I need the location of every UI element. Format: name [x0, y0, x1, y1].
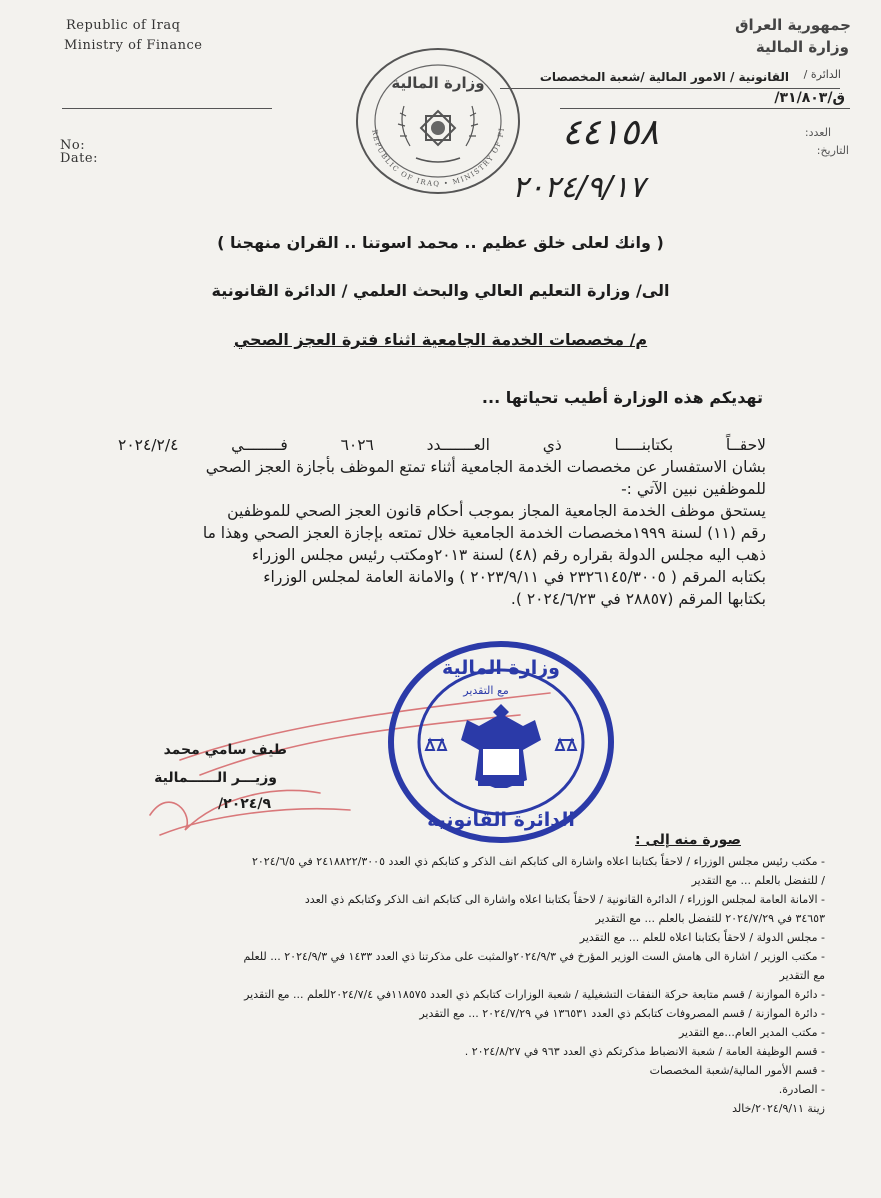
handwritten-date: ٢٠٢٤/٩/١٧ — [512, 170, 646, 205]
body-line: بشان الاستفسار عن مخصصات الخدمة الجامعية أثناء تمتع الموظف بأجازة العجز الصحي — [205, 458, 766, 476]
cc-item: مع التقدير — [779, 969, 825, 982]
letter-body — [118, 434, 766, 610]
dept-value: القانونية / الامور المالية /شعبة المخصصات — [539, 70, 789, 84]
cc-item: - مجلس الدولة / لاحقاً بكتابنا اعلاه للعلم ... مع التقدير — [579, 931, 825, 944]
cc-item: ٣٤٦٥٣ في ٢٠٢٤/٧/٢٩ للتفضل بالعلم ... مع التقدير — [595, 912, 825, 925]
cc-heading: صورة منه إلى : — [635, 832, 741, 848]
stamp-bottom-text: الدائرة القانونية — [427, 809, 575, 831]
stamp-top-text: وزارة المالية — [442, 657, 560, 679]
reference-code: ق/٣١/٨٠٣/ — [774, 90, 845, 106]
signature-date: ٢٠٢٤/٩/ — [218, 796, 271, 812]
body-line: للموظفين نبين الآتي :- — [621, 480, 766, 498]
handwritten-number: ٤٤١٥٨ — [562, 112, 659, 153]
cc-item: - دائرة الموازنة / قسم المصروفات كتابكم ذي العدد ١٣٦٥٣١ في ٢٠٢٤/٧/٢٩ ... مع التقدير — [419, 1007, 825, 1020]
cc-item: - مكتب رئيس مجلس الوزراء / لاحقاً بكتابنا اعلاه واشارة الى كتابكم انف الذكر و كتابكم ذي العدد ٢٤١٨٨٢٢/٣٠٠٥ في ٢٠٢٤/٦/٥ — [251, 855, 825, 868]
cc-item: - مكتب المدير العام...مع التقدير — [678, 1026, 825, 1039]
seal-title: وزارة المالية — [391, 74, 485, 92]
greeting-line: تهديكم هذه الوزارة أطيب تحياتها ... — [481, 388, 763, 407]
signatory-name: طيف سامي محمد — [163, 742, 287, 758]
header-ar-ministry: وزارة المالية — [755, 38, 849, 56]
body-line: رقم (١١) لسنة ١٩٩٩مخصصات الخدمة الجامعية خلال تمتعه بإجازة العجز الصحي وهذا ما — [202, 524, 766, 542]
cc-item: - الصادرة. — [778, 1083, 825, 1096]
ministry-emblem — [354, 46, 522, 196]
body-line: بكتابها المرقم (٢٨٨٥٧ في ٢٠٢٤/٦/٢٣ ). — [510, 590, 766, 608]
seal-ring-text: REPUBLIC OF IRAQ • MINISTRY OF FI — [370, 126, 506, 189]
signatory-title: وزيـــر الــــــمالية — [154, 770, 277, 786]
subject-line: م/ مخصصات الخدمة الجامعية اثناء فترة العجز الصحي — [233, 330, 648, 349]
cc-item: - الامانة العامة لمجلس الوزراء / الدائرة القانونية / لاحقاً بكتابنا اعلاه واشارة الى كتابكم انف الذكر وكتابكم ذي العدد — [304, 893, 825, 906]
body-line: لاحقــاً بكتابنـــــا ذي العـــــــدد ٦٠٢٦ فــــــــي ٢٠٢٤/٢/٤ — [118, 436, 766, 454]
cc-item: - مكتب الوزير / اشارة الى هامش الست الوزير المؤرخ في ٢٠٢٤/٩/٣والمثبت على مذكرتنا ذي العدد ١٤٣٣ في ٢٠٢٤/٩/٣ ... للعلم — [243, 950, 825, 963]
number-label: العدد: — [804, 126, 831, 139]
header-en-country: Republic of Iraq — [66, 18, 181, 33]
no-label: No: — [60, 138, 86, 153]
dept-rule — [500, 88, 840, 89]
body-line: بكتابه المرقم ( ٢٣٢٦١٤٥/٣٠٠٥ في ٢٠٢٣/٩/١١ ) والامانة العامة لمجلس الوزراء — [263, 568, 766, 586]
body-line: ذهب اليه مجلس الدولة بقراره رقم (٤٨) لسنة ٢٠١٣ومكتب رئيس مجلس الوزراء — [251, 546, 766, 564]
cc-list — [85, 852, 825, 1118]
stamp-sub-text: مع التقدير — [463, 684, 509, 697]
header-en-ministry: Ministry of Finance — [64, 38, 203, 53]
cc-item: / للتفضل بالعلم ... مع التقدير — [691, 874, 825, 887]
date-label: Date: — [60, 151, 98, 166]
cc-item: - قسم الأمور المالية/شعبة المخصصات — [649, 1064, 825, 1077]
dept-label: الدائرة / — [803, 68, 841, 81]
header-ar-country: جمهورية العراق — [735, 16, 851, 34]
cc-item: زينة ٢٠٢٤/٩/١١/خالد — [732, 1102, 825, 1115]
legal-department-stamp — [386, 640, 616, 845]
body-line: يستحق موظف الخدمة الجامعية المجاز بموجب أحكام قانون العجز الصحي للموظفين — [227, 502, 766, 520]
verse-line: ( وانك لعلى خلق عظيم .. محمد اسوتنا .. القران منهجنا ) — [217, 233, 664, 252]
cc-item: - قسم الوظيفة العامة / شعبة الانضباط مذكرتكم ذي العدد ٩٦٣ في ٢٠٢٤/٨/٢٧ . — [464, 1045, 825, 1058]
date-label-ar: التاريخ: — [816, 144, 849, 157]
recipient-line: الى/ وزارة التعليم العالي والبحث العلمي / الدائرة القانونية — [211, 281, 670, 300]
cc-item: - دائرة الموازنة / قسم متابعة حركة النفقات التشغيلية / شعبة الوزارات كتابكم ذي العدد ١١٨٥٧٥في ٢٠٢٤/٧/٤للعلم ... مع التقدير — [244, 988, 825, 1001]
header-en-rule — [62, 108, 272, 109]
ref-rule — [560, 108, 850, 109]
